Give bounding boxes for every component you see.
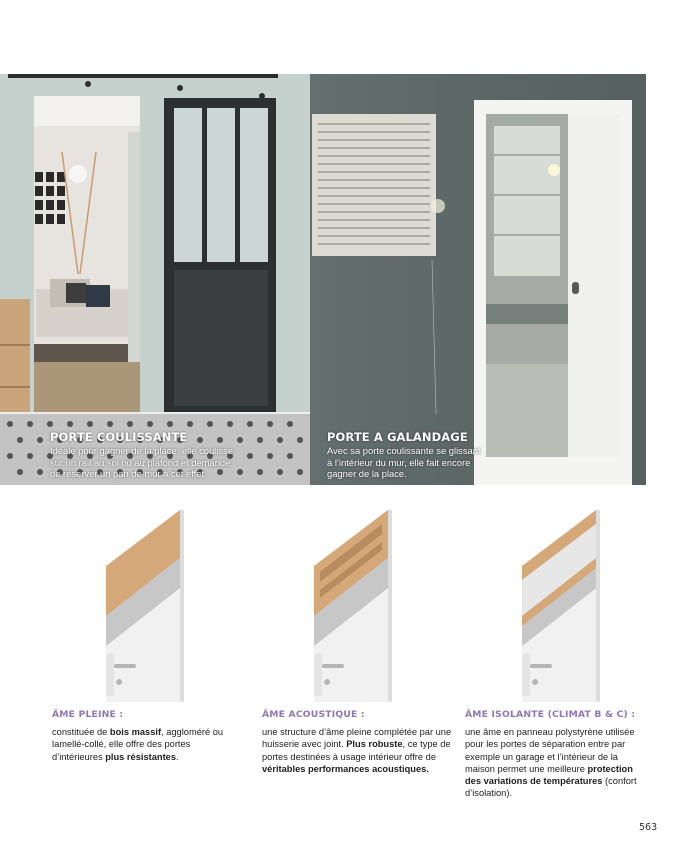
text-run-bold: Plus robuste bbox=[346, 739, 403, 750]
text-run: , aggloméré ou lamellé-collé, elle offre des portes d’intérieures bbox=[52, 727, 224, 762]
caption-title: PORTE COULISSANTE bbox=[50, 430, 188, 444]
text-run: . bbox=[176, 751, 179, 762]
caption-porte-coulissante bbox=[50, 430, 250, 480]
door-core-isolante-illustration bbox=[516, 506, 606, 702]
caption-line: de réserver un pan de mur à cet effet. bbox=[50, 468, 207, 480]
text-run-bold: véritables performances acoustiques. bbox=[262, 763, 429, 774]
text-run: constituée de bbox=[52, 727, 110, 737]
caption-description bbox=[50, 445, 250, 480]
core-isolante-section bbox=[465, 709, 650, 800]
photo-porte-coulissante bbox=[0, 74, 310, 485]
core-pleine-section bbox=[52, 709, 242, 763]
page-number: 563 bbox=[639, 822, 658, 833]
core-description bbox=[52, 726, 242, 763]
door-core-acoustique-illustration bbox=[308, 506, 398, 702]
text-run: une structure d’âme pleine complétée par une huisserie avec joint. bbox=[262, 727, 452, 750]
text-run: une âme en panneau polystyrène utilisée pour les portes de séparation entre par exemple un garage et l’intérieur de la maison permet une meilleure bbox=[465, 727, 635, 774]
pocket-door-illustration bbox=[310, 74, 646, 485]
core-heading: ÂME PLEINE : bbox=[52, 709, 124, 720]
caption-line: à l’intérieur du mur, elle fait encore bbox=[327, 456, 471, 468]
text-run: , ce type de portes destinées à usage intérieur offre de bbox=[262, 739, 451, 762]
caption-line: sur un rail au sol ou au plafond et demande bbox=[50, 456, 231, 468]
caption-line: gagner de la place. bbox=[327, 468, 407, 480]
caption-porte-galandage bbox=[327, 430, 502, 480]
core-heading: ÂME ISOLANTE (CLIMAT B & C) : bbox=[465, 709, 636, 720]
sliding-door-illustration bbox=[0, 74, 310, 485]
core-description bbox=[465, 726, 650, 800]
text-run-bold: protection des variations de températures bbox=[465, 763, 633, 787]
caption-line: Avec sa porte coulissante se glissant bbox=[327, 445, 481, 456]
core-heading: ÂME ACOUSTIQUE : bbox=[262, 709, 365, 720]
photo-porte-galandage bbox=[310, 74, 646, 485]
text-run-bold: bois massif bbox=[109, 727, 162, 737]
text-run-bold: plus résistantes bbox=[105, 751, 177, 762]
core-acoustique-section bbox=[262, 709, 452, 775]
core-description bbox=[262, 726, 452, 775]
caption-title: PORTE A GALANDAGE bbox=[327, 430, 468, 444]
caption-description bbox=[327, 445, 502, 480]
text-run: (confort d’isolation). bbox=[465, 776, 637, 799]
door-core-pleine-illustration bbox=[100, 506, 190, 702]
caption-line: Idéale pour gagner de la place, elle coulisse bbox=[50, 445, 233, 456]
